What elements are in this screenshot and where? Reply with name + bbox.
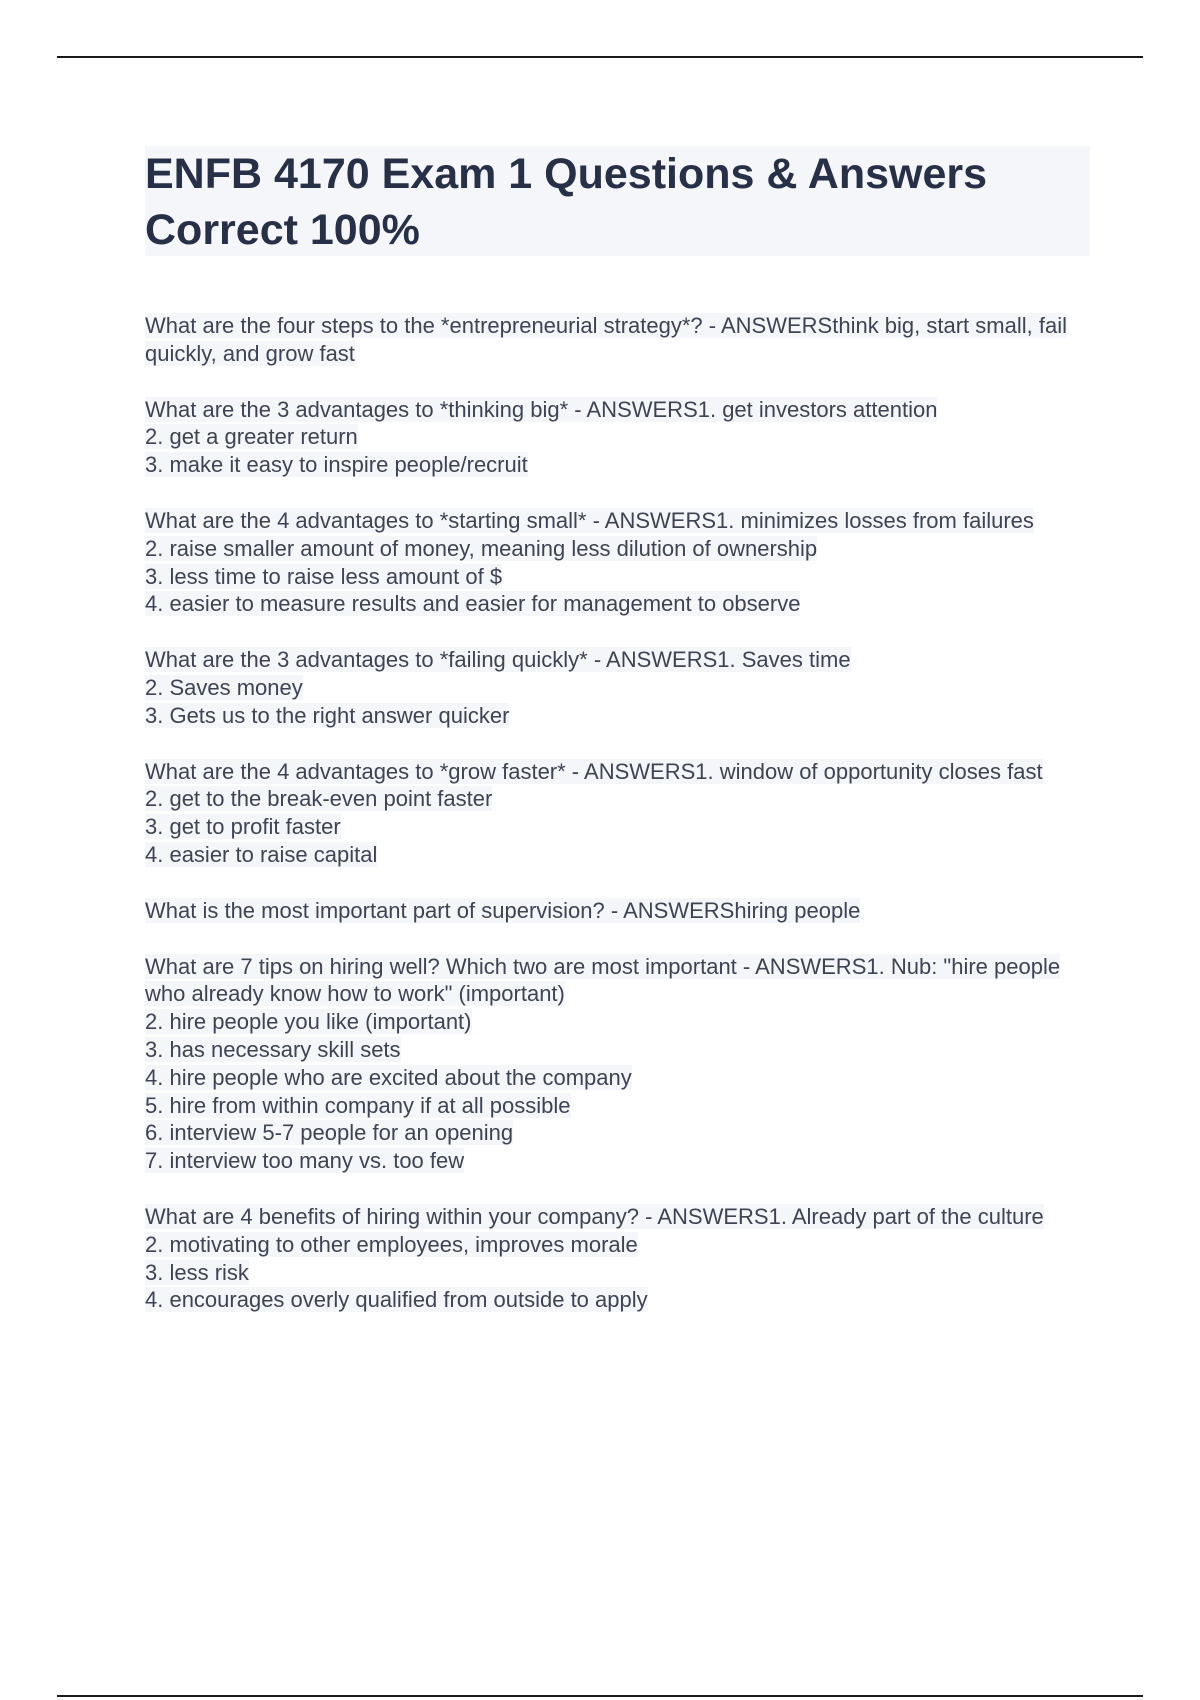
qa-answer-line	[145, 535, 1090, 563]
qa-line-text: 2. motivating to other employees, improves morale	[145, 1231, 638, 1257]
qa-answer-line	[145, 1259, 1090, 1287]
qa-answer-line	[145, 674, 1090, 702]
qa-line-text: 2. get to the break-even point faster	[145, 786, 493, 812]
qa-line-text: 4. easier to measure results and easier for management to observe	[145, 591, 801, 617]
qa-answer-line	[145, 702, 1090, 730]
qa-line-text: 4. encourages overly qualified from outside to apply	[145, 1287, 648, 1313]
qa-item	[145, 1203, 1090, 1314]
qa-answer-line	[145, 1119, 1090, 1147]
title-box	[145, 146, 1090, 256]
qa-answer-line	[145, 841, 1090, 869]
qa-answer-line	[145, 1064, 1090, 1092]
qa-answer-line	[145, 590, 1090, 618]
qa-line-text: What are 7 tips on hiring well? Which two are most important - ANSWERS1. Nub: "hire people who already know how to work" (important)	[145, 953, 1061, 1007]
qa-answer-line	[145, 1008, 1090, 1036]
qa-answer-line	[145, 785, 1090, 813]
document-title: ENFB 4170 Exam 1 Questions & Answers Correct 100%	[145, 150, 988, 254]
qa-question-line	[145, 953, 1090, 1009]
qa-question-line	[145, 897, 1090, 925]
qa-line-text: What are the 4 advantages to *starting small* - ANSWERS1. minimizes losses from failures	[145, 507, 1034, 533]
qa-line-text: 3. Gets us to the right answer quicker	[145, 702, 510, 728]
qa-line-text: What are 4 benefits of hiring within your company? - ANSWERS1. Already part of the culture	[145, 1203, 1044, 1229]
qa-item	[145, 396, 1090, 479]
qa-item	[145, 646, 1090, 729]
top-rule	[57, 56, 1143, 58]
qa-line-text: 3. less time to raise less amount of $	[145, 563, 503, 589]
qa-answer-line	[145, 1147, 1090, 1175]
qa-line-text: What are the 3 advantages to *thinking big* - ANSWERS1. get investors attention	[145, 396, 938, 422]
qa-answer-line	[145, 423, 1090, 451]
qa-line-text: 3. less risk	[145, 1259, 249, 1285]
qa-item	[145, 897, 1090, 925]
qa-line-text: What are the four steps to the *entrepreneurial strategy*? - ANSWERSthink big, start small, fail quickly, and grow fast	[145, 313, 1067, 366]
qa-line-text: 2. raise smaller amount of money, meaning less dilution of ownership	[145, 535, 818, 561]
qa-line-text: 3. make it easy to inspire people/recruit	[145, 452, 528, 478]
qa-question-line	[145, 396, 1090, 424]
qa-line-text: 4. easier to raise capital	[145, 841, 378, 867]
qa-item	[145, 312, 1090, 368]
qa-question-line	[145, 312, 1090, 368]
qa-line-text: 3. get to profit faster	[145, 814, 341, 840]
qa-question-line	[145, 758, 1090, 786]
qa-answer-line	[145, 1231, 1090, 1259]
qa-item	[145, 507, 1090, 618]
qa-item	[145, 953, 1090, 1175]
qa-line-text: 2. get a greater return	[145, 424, 358, 450]
qa-line-text: 6. interview 5-7 people for an opening	[145, 1120, 514, 1146]
qa-answer-line	[145, 563, 1090, 591]
qa-question-line	[145, 1203, 1090, 1231]
qa-item	[145, 758, 1090, 869]
qa-line-text: What are the 4 advantages to *grow faster* - ANSWERS1. window of opportunity closes fast	[145, 758, 1043, 784]
qa-line-text: What is the most important part of supervision? - ANSWERShiring people	[145, 897, 861, 923]
qa-question-line	[145, 646, 1090, 674]
qa-question-line	[145, 507, 1090, 535]
qa-line-text: 4. hire people who are excited about the company	[145, 1064, 632, 1090]
bottom-rule	[57, 1695, 1143, 1697]
qa-answer-line	[145, 451, 1090, 479]
qa-line-text: 5. hire from within company if at all possible	[145, 1092, 571, 1118]
qa-line-text: 7. interview too many vs. too few	[145, 1148, 465, 1174]
qa-list	[145, 312, 1090, 1342]
qa-line-text: 3. has necessary skill sets	[145, 1036, 401, 1062]
qa-line-text: 2. Saves money	[145, 674, 303, 700]
qa-answer-line	[145, 813, 1090, 841]
qa-line-text: 2. hire people you like (important)	[145, 1009, 472, 1035]
qa-line-text: What are the 3 advantages to *failing quickly* - ANSWERS1. Saves time	[145, 647, 851, 673]
qa-answer-line	[145, 1286, 1090, 1314]
qa-answer-line	[145, 1092, 1090, 1120]
qa-answer-line	[145, 1036, 1090, 1064]
